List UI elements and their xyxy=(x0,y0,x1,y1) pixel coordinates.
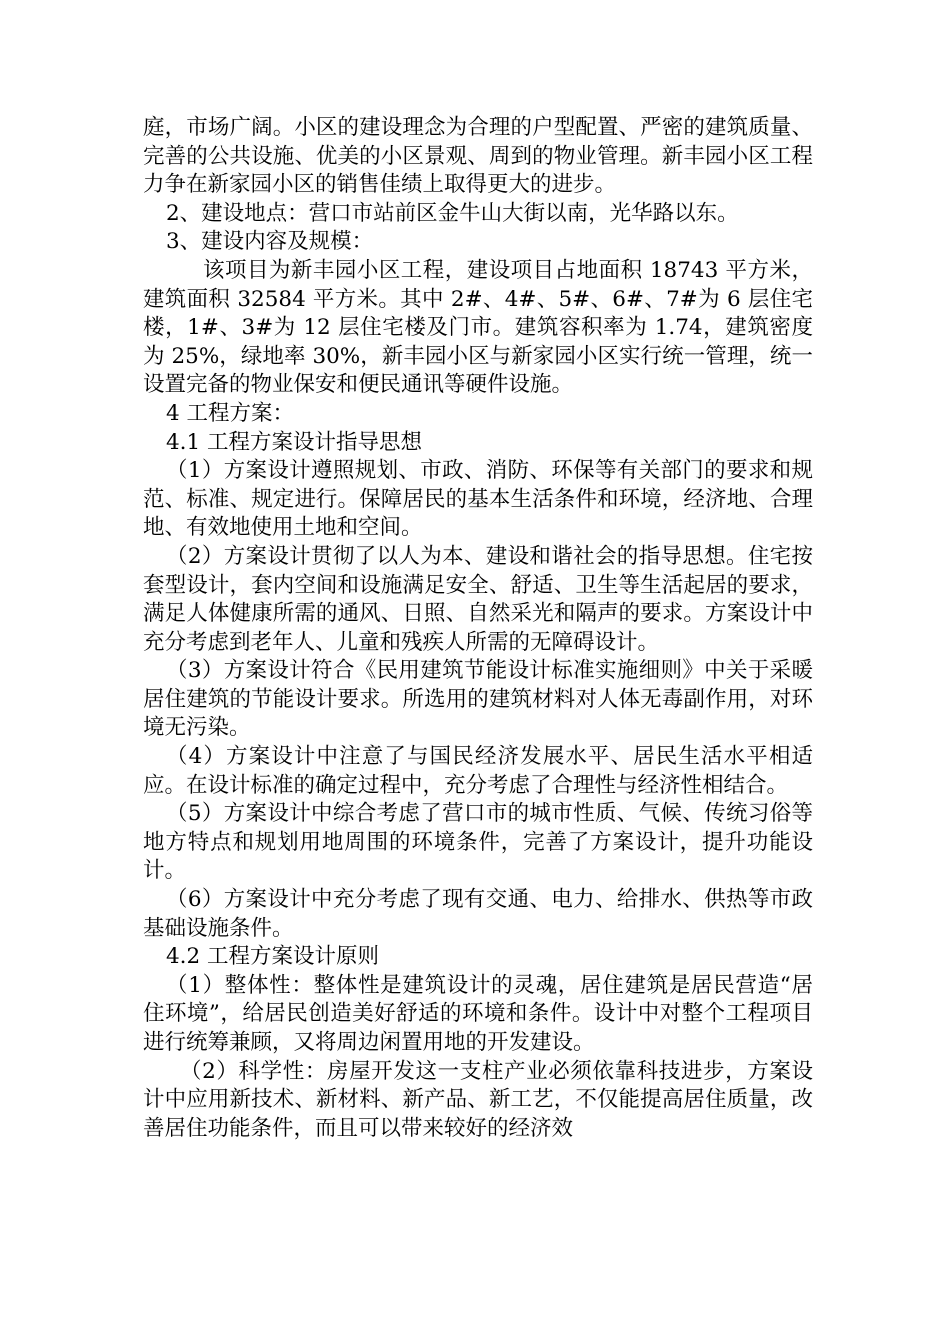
heading-section-4: 4 工程方案： xyxy=(166,400,295,426)
paragraph-4-1-item-5: （5）方案设计中综合考虑了营口市的城市性质、气候、传统习俗等地方特点和规划用地周围的环境条件，完善了方案设计，提升功能设计。 xyxy=(143,801,813,884)
paragraph-4-1-item-4: （4）方案设计中注意了与国民经济发展水平、居民生活水平相适应。在设计标准的确定过程中，充分考虑了合理性与经济性相结合。 xyxy=(143,744,813,798)
paragraph-4-2-item-1: （1）整体性：整体性是建筑设计的灵魂，居住建筑是居民营造“居住环境”，给居民创造美好舒适的环境和条件。设计中对整个工程项目进行统筹兼顾，又将周边闲置用地的开发建设。 xyxy=(143,972,813,1055)
paragraph-4-2-item-2: （2）科学性：房屋开发这一支柱产业必须依靠科技进步，方案设计中应用新技术、新材料、新产品、新工艺，不仅能提高居住质量，改善居住功能条件，而且可以带来较好的经济效 xyxy=(143,1058,813,1141)
paragraph-4-1-item-3: （3）方案设计符合《民用建筑节能设计标准实施细则》中关于采暖居住建筑的节能设计要求。所选用的建筑材料对人体无毒副作用，对环境无污染。 xyxy=(143,658,813,741)
paragraph-intro-continued: 庭，市场广阔。小区的建设理念为合理的户型配置、严密的建筑质量、完善的公共设施、优美的小区景观、周到的物业管理。新丰园小区工程力争在新家园小区的销售佳绩上取得更大的进步。 xyxy=(143,115,813,198)
heading-section-4-2: 4.2 工程方案设计原则 xyxy=(166,944,380,970)
paragraph-4-1-item-1: （1）方案设计遵照规划、市政、消防、环保等有关部门的要求和规范、标准、规定进行。保障居民的基本生活条件和环境，经济地、合理地、有效地使用土地和空间。 xyxy=(143,458,813,541)
paragraph-scope-body: 该项目为新丰园小区工程，建设项目占地面积 18743 平方米，建筑面积 32584 平方米。其中 2#、4#、5#、6#、7#为 6 层住宅楼，1#、3#为 12 层住宅楼及门市。建筑容积率为 1.74，建筑密度为 25%，绿地率 30%，新丰园小区与新家园小区实行统一管理，统一设置完备的物业保安和便民通讯等硬件设施。 xyxy=(143,257,813,398)
document-body xyxy=(143,114,813,1143)
heading-section-4-1: 4.1 工程方案设计指导思想 xyxy=(166,429,423,455)
paragraph-location: 2、建设地点：营口市站前区金牛山大街以南，光华路以东。 xyxy=(166,200,739,226)
paragraph-4-1-item-6: （6）方案设计中充分考虑了现有交通、电力、给排水、供热等市政基础设施条件。 xyxy=(143,887,813,941)
heading-scope: 3、建设内容及规模： xyxy=(166,229,374,255)
paragraph-4-1-item-2: （2）方案设计贯彻了以人为本、建设和谐社会的指导思想。住宅按套型设计，套内空间和设施满足安全、舒适、卫生等生活起居的要求，满足人体健康所需的通风、日照、自然采光和隔声的要求。方案设计中充分考虑到老年人、儿童和残疾人所需的无障碍设计。 xyxy=(143,543,813,655)
